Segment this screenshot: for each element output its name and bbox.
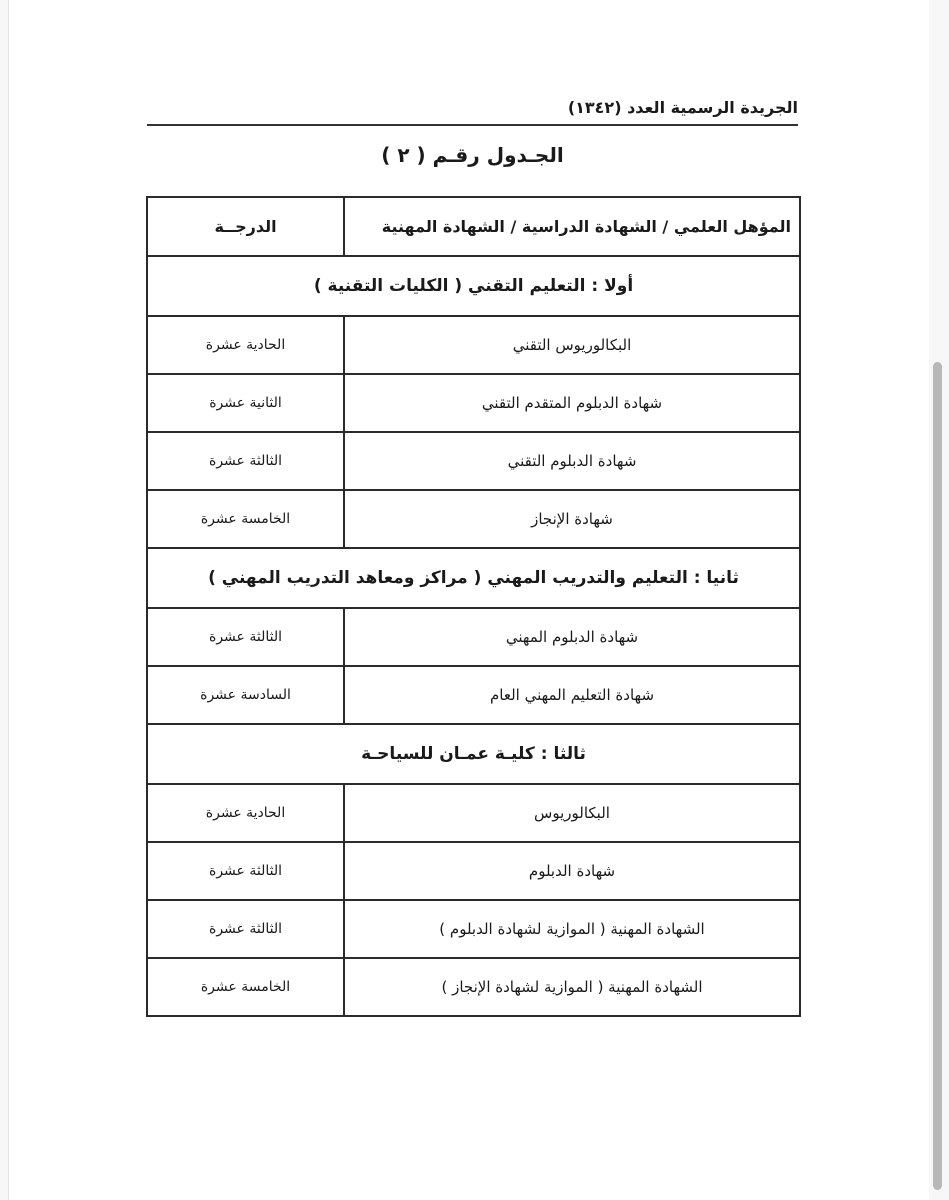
qualification-cell: شهادة التعليم المهني العام: [344, 666, 800, 724]
table-row: [147, 608, 800, 666]
grade-cell: الثالثة عشرة: [147, 842, 344, 900]
section-heading-row: [147, 548, 800, 608]
table-row: [147, 490, 800, 548]
qualification-cell: البكالوريوس: [344, 784, 800, 842]
section-heading: ثالثا : كليـة عمـان للسياحـة: [147, 724, 800, 784]
scrollbar-thumb[interactable]: [933, 362, 942, 1190]
qualification-cell: الشهادة المهنية ( الموازية لشهادة الدبلوم ): [344, 900, 800, 958]
table-row: [147, 900, 800, 958]
qualification-cell: البكالوريوس التقني: [344, 316, 800, 374]
section-heading: ثانيا : التعليم والتدريب المهني ( مراكز ومعاهد التدريب المهني ): [147, 548, 800, 608]
section-heading-row: [147, 256, 800, 316]
grade-cell: السادسة عشرة: [147, 666, 344, 724]
table-header-row: [147, 197, 800, 256]
table-row: [147, 374, 800, 432]
qualification-cell: شهادة الدبلوم التقني: [344, 432, 800, 490]
grade-cell: الحادية عشرة: [147, 784, 344, 842]
table-row: [147, 958, 800, 1016]
table-row: [147, 432, 800, 490]
table-row: [147, 666, 800, 724]
grade-cell: الخامسة عشرة: [147, 958, 344, 1016]
qualification-cell: شهادة الدبلوم المتقدم التقني: [344, 374, 800, 432]
qualification-cell: شهادة الدبلوم: [344, 842, 800, 900]
grade-cell: الثالثة عشرة: [147, 900, 344, 958]
grade-cell: الحادية عشرة: [147, 316, 344, 374]
grade-cell: الثالثة عشرة: [147, 608, 344, 666]
column-header-qualification: المؤهل العلمي / الشهادة الدراسية / الشهادة المهنية: [344, 197, 800, 256]
grade-cell: الثانية عشرة: [147, 374, 344, 432]
qualification-cell: الشهادة المهنية ( الموازية لشهادة الإنجاز ): [344, 958, 800, 1016]
qualification-cell: شهادة الدبلوم المهني: [344, 608, 800, 666]
grade-cell: الخامسة عشرة: [147, 490, 344, 548]
table-row: [147, 316, 800, 374]
table-row: [147, 842, 800, 900]
qualification-cell: شهادة الإنجاز: [344, 490, 800, 548]
table-title: الجـدول رقـم ( ٢ ): [381, 143, 564, 167]
column-header-grade: الدرجــة: [147, 197, 344, 256]
section-heading: أولا : التعليم التقني ( الكليات التقنية ): [147, 256, 800, 316]
table-row: [147, 784, 800, 842]
gazette-header: الجريدة الرسمية العدد (١٣٤٢): [147, 96, 798, 126]
section-heading-row: [147, 724, 800, 784]
grade-cell: الثالثة عشرة: [147, 432, 344, 490]
qualifications-table: [146, 196, 801, 1017]
